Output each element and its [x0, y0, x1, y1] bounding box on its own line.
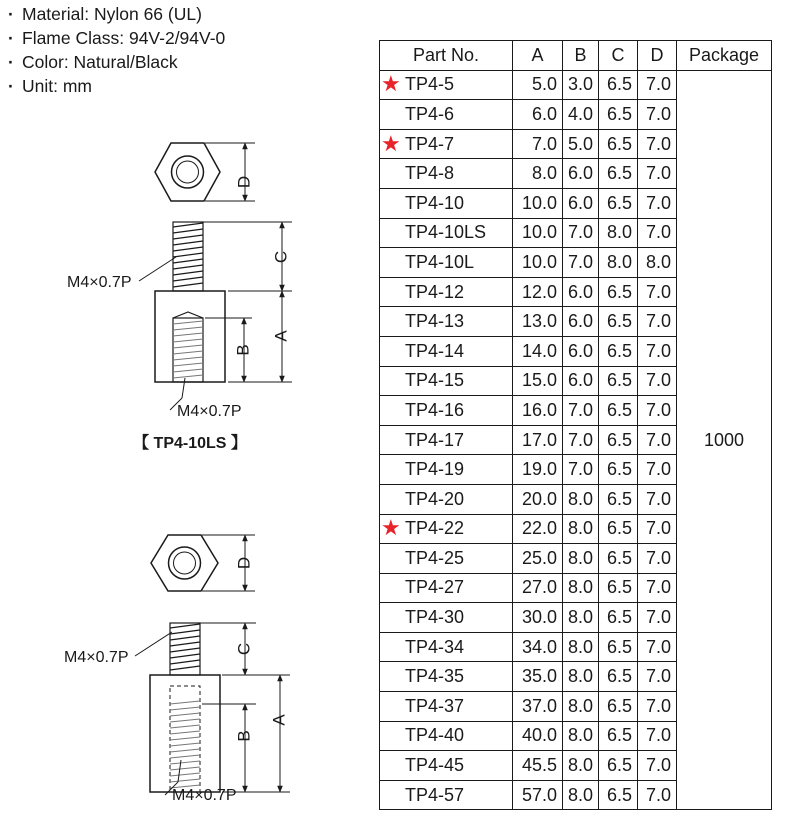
- cell-a: 10.0: [513, 218, 563, 248]
- cell-a: 8.0: [513, 159, 563, 189]
- header-package: Package: [677, 41, 772, 71]
- cell-c: 6.5: [599, 484, 638, 514]
- thread-label-bottom: M4×0.7P: [177, 403, 242, 420]
- cell-b: 3.0: [563, 70, 599, 100]
- cell-c: 6.5: [599, 662, 638, 692]
- cell-a: 45.5: [513, 751, 563, 781]
- spec-unit: · Unit: mm: [8, 74, 225, 98]
- cell-d: 7.0: [638, 662, 677, 692]
- cell-a: 12.0: [513, 277, 563, 307]
- spec-color: · Color: Natural/Black: [8, 50, 225, 74]
- cell-b: 7.0: [563, 218, 599, 248]
- cell-d: 7.0: [638, 366, 677, 396]
- dim-label-a: A: [271, 330, 291, 342]
- part-number: TP4-35: [405, 666, 465, 687]
- cell-part-no: [380, 159, 513, 189]
- cell-c: 6.5: [599, 159, 638, 189]
- part-number: TP4-57: [405, 784, 465, 805]
- cell-b: 8.0: [563, 751, 599, 781]
- cell-c: 6.5: [599, 129, 638, 159]
- cell-a: 30.0: [513, 603, 563, 633]
- cell-c: 6.5: [599, 751, 638, 781]
- cell-part-no: [380, 692, 513, 722]
- cell-b: 6.0: [563, 188, 599, 218]
- cell-part-no: [380, 100, 513, 130]
- thread-label-top: M4×0.7P: [67, 274, 132, 291]
- cell-a: 37.0: [513, 692, 563, 722]
- cell-part-no: [380, 662, 513, 692]
- part-number: TP4-34: [405, 636, 465, 657]
- cell-d: 7.0: [638, 751, 677, 781]
- cell-c: 6.5: [599, 721, 638, 751]
- cell-c: 6.5: [599, 336, 638, 366]
- spec-material: · Material: Nylon 66 (UL): [8, 2, 225, 26]
- cell-a: 10.0: [513, 188, 563, 218]
- cell-a: 19.0: [513, 455, 563, 485]
- part-number: TP4-19: [405, 459, 465, 480]
- cell-b: 5.0: [563, 129, 599, 159]
- cell-a: 15.0: [513, 366, 563, 396]
- cell-part-no: [380, 780, 513, 810]
- cell-b: 6.0: [563, 366, 599, 396]
- cell-c: 8.0: [599, 248, 638, 278]
- cell-a: 20.0: [513, 484, 563, 514]
- cell-a: 5.0: [513, 70, 563, 100]
- cell-part-no: [380, 307, 513, 337]
- header-b: B: [563, 41, 599, 71]
- cell-d: 7.0: [638, 692, 677, 722]
- cell-c: 6.5: [599, 100, 638, 130]
- cell-c: 6.5: [599, 603, 638, 633]
- cell-part-no: [380, 277, 513, 307]
- cell-part-no: [380, 573, 513, 603]
- cell-d: 7.0: [638, 70, 677, 100]
- cell-c: 6.5: [599, 277, 638, 307]
- table-body: [380, 70, 772, 810]
- cell-d: 7.0: [638, 336, 677, 366]
- spacer-body: [150, 675, 220, 792]
- star-icon: ★: [381, 515, 401, 541]
- star-icon: ★: [381, 71, 401, 97]
- spec-flame-class: · Flame Class: 94V-2/94V-0: [8, 26, 225, 50]
- cell-part-no: [380, 721, 513, 751]
- cell-d: 7.0: [638, 218, 677, 248]
- dim-label-c: C: [234, 642, 254, 656]
- part-number: TP4-5: [405, 74, 455, 95]
- cell-d: 8.0: [638, 248, 677, 278]
- cell-b: 8.0: [563, 544, 599, 574]
- header-d: D: [638, 41, 677, 71]
- cell-d: 7.0: [638, 188, 677, 218]
- cell-a: 10.0: [513, 248, 563, 278]
- cell-b: 8.0: [563, 514, 599, 544]
- header-a: A: [513, 41, 563, 71]
- cell-d: 7.0: [638, 632, 677, 662]
- part-number: TP4-10: [405, 192, 465, 213]
- cell-d: 7.0: [638, 544, 677, 574]
- drawing-caption: 【 TP4-10LS 】: [133, 435, 247, 452]
- part-number: TP4-12: [405, 281, 465, 302]
- cell-a: 6.0: [513, 100, 563, 130]
- cell-a: 14.0: [513, 336, 563, 366]
- cell-package: 1000: [677, 70, 772, 810]
- part-spec-table: [379, 40, 772, 810]
- cell-a: 7.0: [513, 129, 563, 159]
- cell-part-no: [380, 544, 513, 574]
- threaded-stud: [173, 222, 203, 291]
- cell-d: 7.0: [638, 396, 677, 426]
- cell-c: 6.5: [599, 70, 638, 100]
- part-number: TP4-7: [405, 133, 455, 154]
- spacer-drawings: [0, 0, 378, 819]
- part-number: TP4-15: [405, 370, 465, 391]
- threaded-stud: [170, 623, 200, 675]
- drawing-tp4-10ls: [67, 143, 292, 452]
- cell-c: 6.5: [599, 544, 638, 574]
- dim-label-b: B: [233, 344, 253, 356]
- cell-b: 8.0: [563, 573, 599, 603]
- cell-part-no: [380, 396, 513, 426]
- table-header-row: [380, 41, 772, 71]
- cell-part-no: [380, 484, 513, 514]
- cell-a: 22.0: [513, 514, 563, 544]
- part-number: TP4-20: [405, 488, 465, 509]
- cell-part-no: [380, 603, 513, 633]
- part-number: TP4-10LS: [405, 222, 487, 243]
- part-number: TP4-30: [405, 607, 465, 628]
- cell-b: 8.0: [563, 603, 599, 633]
- cell-d: 7.0: [638, 159, 677, 189]
- dim-label-d: D: [234, 556, 254, 570]
- header-c: C: [599, 41, 638, 71]
- cell-d: 7.0: [638, 484, 677, 514]
- cell-a: 16.0: [513, 396, 563, 426]
- cell-a: 25.0: [513, 544, 563, 574]
- drawing-standard: [64, 535, 290, 804]
- hex-nut-top-view: [155, 143, 220, 201]
- cell-part-no: [380, 425, 513, 455]
- thread-label-top: M4×0.7P: [64, 649, 129, 666]
- header-part-no: Part No.: [380, 41, 513, 71]
- cell-d: 7.0: [638, 129, 677, 159]
- cell-a: 35.0: [513, 662, 563, 692]
- cell-a: 17.0: [513, 425, 563, 455]
- cell-d: 7.0: [638, 307, 677, 337]
- hex-nut-top-view: [151, 535, 218, 591]
- cell-b: 4.0: [563, 100, 599, 130]
- cell-c: 6.5: [599, 573, 638, 603]
- cell-b: 7.0: [563, 455, 599, 485]
- cell-part-no: [380, 455, 513, 485]
- part-number: TP4-45: [405, 755, 465, 776]
- dim-label-c: C: [271, 250, 291, 264]
- thread-label-bottom: M4×0.7P: [172, 787, 237, 804]
- cell-b: 6.0: [563, 159, 599, 189]
- cell-c: 6.5: [599, 396, 638, 426]
- cell-d: 7.0: [638, 721, 677, 751]
- cell-b: 8.0: [563, 692, 599, 722]
- cell-b: 8.0: [563, 484, 599, 514]
- cell-c: 6.5: [599, 425, 638, 455]
- cell-c: 6.5: [599, 188, 638, 218]
- part-number: TP4-37: [405, 695, 465, 716]
- cell-c: 8.0: [599, 218, 638, 248]
- cell-d: 7.0: [638, 780, 677, 810]
- cell-c: 6.5: [599, 692, 638, 722]
- cell-b: 8.0: [563, 662, 599, 692]
- cell-part-no: [380, 70, 513, 100]
- cell-a: 57.0: [513, 780, 563, 810]
- part-number: TP4-10L: [405, 251, 475, 272]
- cell-d: 7.0: [638, 455, 677, 485]
- cell-part-no: [380, 514, 513, 544]
- table-row: [380, 70, 772, 100]
- cell-c: 6.5: [599, 307, 638, 337]
- cell-d: 7.0: [638, 603, 677, 633]
- part-number: TP4-22: [405, 518, 465, 539]
- part-number: TP4-13: [405, 311, 465, 332]
- cell-a: 40.0: [513, 721, 563, 751]
- cell-b: 6.0: [563, 307, 599, 337]
- part-number: TP4-25: [405, 547, 465, 568]
- cell-a: 34.0: [513, 632, 563, 662]
- cell-b: 8.0: [563, 632, 599, 662]
- cell-b: 8.0: [563, 780, 599, 810]
- dim-label-d: D: [234, 175, 254, 189]
- cell-part-no: [380, 129, 513, 159]
- cell-b: 6.0: [563, 336, 599, 366]
- star-icon: ★: [381, 130, 401, 156]
- cell-b: 6.0: [563, 277, 599, 307]
- cell-part-no: [380, 248, 513, 278]
- cell-d: 7.0: [638, 573, 677, 603]
- cell-c: 6.5: [599, 455, 638, 485]
- part-number: TP4-16: [405, 399, 465, 420]
- cell-c: 6.5: [599, 780, 638, 810]
- cell-part-no: [380, 218, 513, 248]
- part-number: TP4-40: [405, 725, 465, 746]
- cell-part-no: [380, 366, 513, 396]
- cell-c: 6.5: [599, 632, 638, 662]
- cell-part-no: [380, 632, 513, 662]
- dim-label-a: A: [269, 714, 289, 726]
- cell-b: 7.0: [563, 248, 599, 278]
- cell-d: 7.0: [638, 425, 677, 455]
- dim-label-b: B: [234, 730, 254, 742]
- cell-b: 7.0: [563, 425, 599, 455]
- cell-d: 7.0: [638, 514, 677, 544]
- cell-c: 6.5: [599, 366, 638, 396]
- cell-d: 7.0: [638, 100, 677, 130]
- cell-part-no: [380, 336, 513, 366]
- cell-d: 7.0: [638, 277, 677, 307]
- part-number: TP4-17: [405, 429, 465, 450]
- cell-part-no: [380, 751, 513, 781]
- part-number: TP4-6: [405, 103, 455, 124]
- cell-part-no: [380, 188, 513, 218]
- cell-b: 8.0: [563, 721, 599, 751]
- cell-a: 27.0: [513, 573, 563, 603]
- part-number: TP4-8: [405, 163, 455, 184]
- spacer-body: [155, 291, 225, 382]
- cell-a: 13.0: [513, 307, 563, 337]
- part-number: TP4-14: [405, 340, 465, 361]
- cell-c: 6.5: [599, 514, 638, 544]
- part-number: TP4-27: [405, 577, 465, 598]
- cell-b: 7.0: [563, 396, 599, 426]
